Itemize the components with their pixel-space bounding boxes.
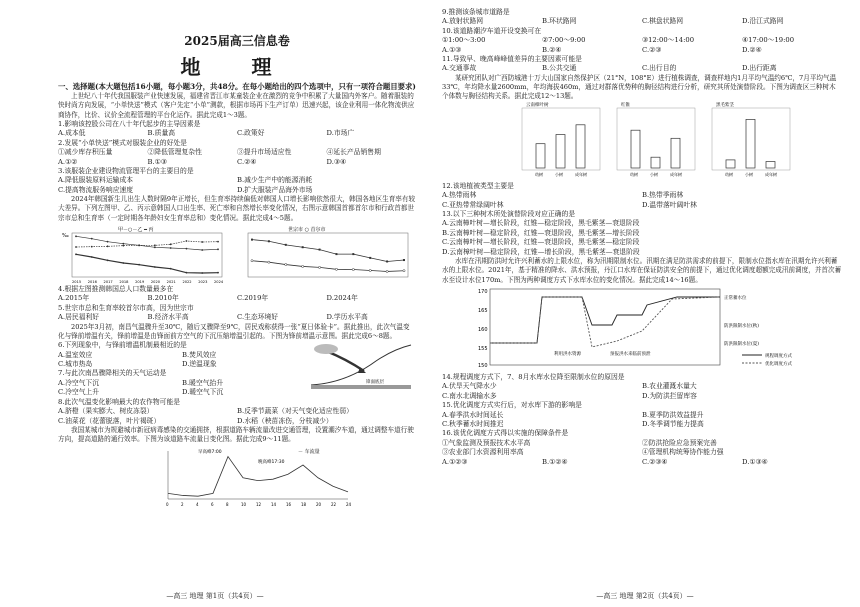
option: C.冷空气上升 (58, 388, 100, 397)
ytick: 170 (478, 288, 488, 295)
statement: ②降低管理复杂性 (147, 148, 202, 157)
data-point (91, 246, 93, 248)
option: A.脐橙（果实膨大、树皮冻裂） (58, 407, 154, 416)
option: D.2024年 (326, 294, 358, 303)
q8-options (58, 407, 416, 426)
option: B.热带季雨林 (642, 191, 684, 200)
option: D.为防洪拦留库容 (642, 391, 697, 400)
bar (726, 160, 735, 168)
data-point (201, 241, 203, 243)
bar (556, 134, 565, 167)
option: C.2019年 (237, 294, 269, 303)
q16-statements (442, 439, 842, 458)
data-point (186, 272, 188, 274)
q10-statements (442, 36, 842, 45)
q3-options (58, 176, 416, 195)
fig2-legend: 世宗市 ○ 首尔市 (288, 227, 326, 234)
option: A.放射状路网 (442, 17, 484, 26)
q12-options (442, 191, 842, 210)
q15-stem: 15.优化调度方式实行后，对水库下游的影响是 (442, 401, 582, 410)
reservoir-chart-svg (442, 285, 842, 373)
intro-6: 水库在汛期防洪时允许兴利蓄水的上限水位，称为汛期限制水位。汛期在满足防洪需求的前提下，限制水位指水库在汛期允许兴利蓄水的上限水位。2021年，基于精准的降水、洪水预报，丹江口水库在保证防洪安全的前提下，通过优化调度超额完成汛前调度，并首次蓄水至设计水位170m。下图为两种调度方式下水库水位的变化情况。据此完成14～16题。 (442, 256, 842, 284)
option: C.棋盘状路网 (642, 17, 684, 26)
data-point (107, 259, 109, 261)
data-point (251, 260, 253, 262)
front-label: 锋面底层 (366, 380, 384, 386)
option: D.学历水平高 (326, 313, 368, 322)
data-point (154, 246, 156, 248)
data-point (186, 240, 188, 242)
bar (536, 143, 545, 167)
statement: ④延长产品销售期 (326, 148, 381, 157)
data-point (352, 253, 354, 255)
xtick-label: 2022 (182, 280, 192, 285)
hour-tick: 22 (331, 501, 337, 507)
q16-options (442, 458, 842, 467)
intro-5: 某研究团队对广西防城港十万大山国家自然保护区（21°N，108°E）进行植株调查，调查样地内1月平均气温约6℃，7月平均气温33℃，年均降水量2600mm，年均海拔460m，通过对群落优势种的胸径结构进行分析，研究其所处演替阶段。下图为调查区三种树木个体数与胸径结构关系。据此完成12～13题。 (442, 73, 837, 101)
data-point (122, 243, 124, 245)
option: A.热带雨林 (442, 191, 477, 200)
data-point (122, 262, 124, 264)
option: A.2015年 (58, 294, 90, 303)
series-line-首尔市 (252, 261, 404, 272)
xtick-label: 2015 (72, 280, 82, 285)
data-point (154, 244, 156, 246)
fig1-legend: 甲－○－乙 ━ 丙 (118, 227, 154, 234)
footer-left: —高三 地理 第1页（共4页）— (166, 592, 264, 600)
option: C.亚热带常绿阔叶林 (442, 200, 504, 209)
ytick: 155 (478, 345, 488, 352)
data-point (91, 238, 93, 240)
bar-label: 小树 (650, 171, 658, 177)
data-point (217, 241, 219, 243)
bar (671, 138, 680, 168)
data-point (319, 249, 321, 251)
panel-title: 黑毛紫茎 (716, 102, 734, 108)
option: D.①③④ (742, 457, 768, 466)
option: C.南水北调输水多 (442, 391, 497, 400)
hour-tick: 18 (301, 501, 307, 507)
data-point (403, 259, 405, 261)
q15-options (442, 411, 842, 430)
bar-label: 幼树 (630, 171, 638, 177)
q6-8-block (58, 341, 416, 397)
data-point (386, 270, 388, 272)
data-point (138, 264, 140, 266)
xtick-label: 2016 (87, 280, 97, 285)
q4-stem: 4.根据左图推测韩国总人口数量最多在 (58, 285, 174, 294)
q13-stem: 13.以下三种树木所处演替阶段对应正确的是 (442, 209, 576, 218)
population-charts-svg (58, 223, 416, 285)
panel-title: 红锥 (621, 102, 630, 108)
option: D.温带落叶阔叶林 (642, 200, 697, 209)
fig1-xaxis (72, 280, 224, 284)
flood-limit-autumn-label: 防洪限制水位(秋) (724, 323, 760, 329)
optimized-dispatch-line (490, 297, 720, 347)
option: B.2010年 (147, 294, 179, 303)
ytick: 150 (478, 362, 488, 369)
q11-stem: 11.导致早、晚高峰峰值差异的主要因素可能是 (442, 55, 582, 64)
fig1-ylabel: ‰ (62, 233, 69, 240)
series-line-世宗市 (252, 240, 404, 262)
data-point (369, 257, 371, 259)
data-point (386, 260, 388, 262)
statement: ④17:00～19:00 (742, 36, 795, 45)
data-point (403, 270, 405, 272)
option: D.逆温现象 (182, 360, 217, 369)
option: D.暖空气下沉 (182, 388, 224, 397)
bar-label: 成年树 (575, 171, 587, 177)
legend-optimized: 优化调度方式 (765, 361, 792, 367)
q5-options (58, 313, 416, 322)
note-pre-release: 预报洪水来临前预泄 (610, 351, 651, 357)
data-point (268, 261, 270, 263)
option: D.③④ (326, 157, 347, 166)
traffic-figure (58, 445, 416, 509)
front-warming-diagram (306, 341, 416, 391)
xtick-label: 2021 (166, 280, 176, 285)
normal-level-label: 正常蓄水位 (724, 295, 747, 301)
option: C.②③④ (642, 457, 668, 466)
xtick-label: 2018 (119, 280, 129, 285)
q16-stem: 16.该优化调度方式得以实施的保障条件是 (442, 429, 569, 438)
option: A.冷空气下沉 (58, 378, 100, 387)
q2-options (58, 158, 416, 167)
option: B.暖空气抬升 (182, 378, 224, 387)
q9-options (442, 17, 842, 26)
q2-stem: 2.发展“小单快送”模式对服装企业的好处是 (58, 138, 187, 147)
option: A.春季洪水时间延长 (442, 410, 504, 419)
reservoir-frame (490, 289, 720, 365)
q8-stem: 8.此次气温变化影响最大的农作物可能是 (58, 397, 181, 406)
q1-options (58, 129, 416, 138)
statement: ①1:00～3:00 (442, 36, 486, 45)
peak-morning-label: 早高峰7:00 (198, 449, 222, 455)
option: D.冬季调节能力提高 (642, 419, 704, 428)
option: B.环状路网 (542, 17, 577, 26)
hour-tick: 14 (271, 501, 277, 507)
option: D.扩大服装产品海外市场 (237, 185, 313, 194)
panel-title: 云南樟叶树 (526, 102, 549, 108)
option: C.云南樟叶树—增长阶段，红锥—衰退阶段，黑毛紫茎—稳定阶段 (442, 238, 640, 247)
q6-8-questions (58, 341, 306, 397)
population-figures (58, 223, 416, 285)
data-point (335, 253, 337, 255)
data-point (107, 245, 109, 247)
statement: ③农业部门水资源利用率高 (442, 448, 524, 457)
peak-evening-label: 晚高峰17:30 (258, 459, 285, 465)
data-point (107, 241, 109, 243)
option: A.①③ (442, 45, 462, 54)
data-point (170, 243, 172, 245)
hour-tick: 10 (241, 501, 247, 507)
hour-tick: 20 (316, 501, 322, 507)
option: D.②④ (742, 45, 762, 54)
statement: ④管理机构统筹协作能力强 (642, 448, 724, 457)
data-point (75, 253, 77, 255)
hour-tick: 12 (256, 501, 262, 507)
reservoir-figure (442, 285, 842, 373)
q5-stem: 5.世宗市总和生育率较首尔市高，因为世宗市 (58, 303, 194, 312)
option: B.农业灌溉水量大 (642, 382, 697, 391)
bar (631, 130, 640, 168)
hour-tick: 8 (226, 501, 229, 507)
tree-charts-svg (442, 102, 842, 182)
option: A.伏旱天气降水少 (442, 382, 497, 391)
bar (766, 161, 775, 167)
fig1-plot (75, 235, 219, 273)
xtick-label: 2023 (198, 280, 208, 285)
page-right (430, 0, 860, 607)
q13-options (442, 219, 842, 257)
data-point (154, 266, 156, 268)
option: A.交通事故 (442, 64, 477, 73)
option: A.成本低 (58, 129, 86, 138)
data-point (302, 246, 304, 248)
q3-stem: 3.该服装企业建设物流管理平台的主要目的是 (58, 166, 194, 175)
section-heading: 一、选择题(本大题包括16小题，每小题3分，共48分。在每小题给出的四个选项中，只有一项符合题目要求) (58, 82, 416, 91)
option: C.出行目的 (642, 64, 677, 73)
data-point (302, 265, 304, 267)
data-point (75, 246, 77, 248)
fig2-frame (248, 233, 408, 277)
bar-label: 成年树 (765, 171, 777, 177)
option: C.②④ (237, 157, 257, 166)
hour-tick: 6 (211, 501, 214, 507)
option: A.降低服装原料运输成本 (58, 176, 134, 185)
xtick-label: 2020 (150, 280, 161, 285)
xtick-label: 2024 (214, 280, 224, 285)
data-point (369, 269, 371, 271)
footer-right: —高三 地理 第2页（共4页）— (596, 592, 694, 600)
data-point (201, 249, 203, 251)
series-line-丙 (76, 254, 218, 273)
hour-tick: 2 (181, 501, 184, 507)
data-point (138, 244, 140, 246)
regular-dispatch-line (490, 297, 720, 343)
traffic-legend: － 车流量 (298, 448, 320, 455)
option: D.水稻（秧苗冻伤，分枝减少） (237, 416, 333, 425)
ytick: 160 (478, 326, 488, 333)
ground (311, 385, 411, 389)
data-point (122, 245, 124, 247)
flood-limit-summer-label: 防洪限制水位(夏) (724, 341, 760, 347)
fig1-frame (72, 233, 222, 277)
statement: ③12:00～14:00 (642, 36, 695, 45)
statement: ②防洪抢险应急预案完善 (642, 438, 717, 447)
data-point (75, 235, 77, 237)
q10-options (442, 46, 842, 55)
bar (576, 125, 585, 168)
option: C.秋季蓄水时间推迟 (442, 419, 504, 428)
data-point (170, 268, 172, 270)
option: B.①②④ (542, 457, 568, 466)
q14-options (442, 382, 842, 401)
q9-stem: 9.推测该条城市道路是 (442, 8, 510, 16)
statement: ①减少库存积压量 (58, 148, 113, 157)
bar (746, 119, 755, 168)
q14-stem: 14.规程调度方式下，7、8月水库水位降至限制水位的原因是 (442, 372, 625, 381)
hour-tick: 4 (196, 501, 199, 507)
bar-label: 幼树 (725, 171, 733, 177)
note-flood-resource: 利用洪水资源 (554, 351, 581, 357)
statement: ①气象监测及预报技术水平高 (442, 438, 531, 447)
data-point (91, 256, 93, 258)
cloud-icon (314, 344, 338, 354)
option: C.②③ (642, 45, 662, 54)
q11-options (442, 64, 842, 73)
option: A.①② (58, 157, 78, 166)
intro-4: 我国某城市为规避城市新冠病毒感染的交通拥挤，根据道路车辆流量改进交通管理，设置潮汐车道，通过调整车道行驶方向，提高道路的通行效率。下图为该道路车流量日变化图。据此完成9～11题。 (58, 425, 414, 444)
option: B.经济水平高 (147, 313, 189, 322)
option: D.市场广 (326, 129, 355, 138)
hour-tick: 0 (166, 501, 169, 507)
data-point (217, 272, 219, 274)
data-point (201, 272, 203, 274)
bar-label: 成年树 (670, 171, 682, 177)
q1-stem: 1.影响该控股公司在八十年代起步的主导因素是 (58, 119, 201, 128)
q7-stem: 7.与此次南昌骤降相关的天气运动是 (58, 369, 167, 378)
statement: ③提升市场适应性 (237, 148, 292, 157)
bar-label: 幼树 (535, 171, 543, 177)
q10-stem: 10.该道路潮汐车道开设变换可在 (442, 26, 542, 35)
option: C.油菜花（花蕾脱落，叶片褐斑） (58, 416, 161, 425)
data-point (285, 263, 287, 265)
q6-options (58, 351, 306, 370)
option: A.居民福利好 (58, 313, 100, 322)
intro-3: 2025年3月初，南昌气温骤升至30℃，随后又骤降至9℃，居民戏称获得一张“夏日体验卡”。据此推出，此次气温变化与锋前增温有关，锋前增温是由锋面前方空气的下沉压缩增温引起的。下图为锋前增温示意图。据此完成6～8题。 (58, 322, 410, 340)
data-point (268, 240, 270, 242)
option: C.提高物流服务响应速度 (58, 185, 134, 194)
fig2-plot (251, 239, 405, 273)
series-line-甲 (76, 236, 218, 250)
option: B.②④ (542, 45, 562, 54)
option: B.反季节蔬菜（对天气变化适应性弱） (237, 407, 353, 416)
intro-1: 上世纪八十年代我国服装产业快速发展，福建省晋江市某童装企业在激烈的竞争中积累了大量国内外客户。随着服装的快时尚方向发展，“小单快送”模式（客户先定“小单”测款，根据市场再下生产订单）迅速兴起，该企业利用一体化物流供应商协作，比价、议价全流程管理的平台化运作。据此完成1～3题。 (58, 92, 415, 119)
data-point (335, 268, 337, 270)
bar-label: 小树 (745, 171, 753, 177)
ytick: 165 (478, 307, 488, 314)
intro-2: 2024年韩国新生儿出生人数时隔9年正增长，但生育率持续偏低对韩国人口增长影响依然很大，韩国各地区生育率有较大差异。下列左图甲、乙、丙示意韩国人口出生率、死亡率和自然增长率变化情况，右图示意韩国首都首尔市和行政首都世宗市总和生育率（一定时期各年龄妇女生育率总和）变化情况。据此完成4～5题。 (58, 195, 416, 222)
option: B.公共交通 (542, 64, 577, 73)
traffic-chart-svg (58, 445, 416, 509)
tree-figures (442, 102, 842, 182)
option: D.云南樟叶树—稳定阶段，红锥—增长阶段，黑毛紫茎—衰退阶段 (442, 247, 640, 256)
data-point (318, 266, 320, 268)
option: C.政策好 (237, 129, 265, 138)
option: D.沿江式路网 (742, 17, 784, 26)
option: A.①②③ (442, 457, 468, 466)
bar-label: 小树 (555, 171, 563, 177)
q12-stem: 12.该地植被类型主要是 (442, 181, 514, 190)
sinking-air-arrow (326, 351, 364, 371)
option: B.焚风效应 (182, 350, 217, 359)
statement: ②7:00～9:00 (542, 36, 586, 45)
data-point (251, 239, 253, 241)
q7-options (58, 379, 306, 398)
q2-statements (58, 148, 416, 157)
exam-title: 2025届高三信息卷 (184, 34, 290, 48)
option: B.减少生产中的能源消耗 (237, 176, 313, 185)
option: B.质量高 (147, 129, 176, 138)
q4-options (58, 294, 416, 303)
option: C.城市热岛 (58, 360, 93, 369)
data-point (352, 268, 354, 270)
option: B.云南樟叶树—稳定阶段，红锥—衰退阶段，黑毛紫茎—增长阶段 (442, 228, 640, 237)
xtick-label: 2017 (103, 280, 113, 285)
option: C.生态环境好 (237, 313, 279, 322)
hour-tick: 24 (346, 501, 352, 507)
legend-regular: 规程调度方式 (765, 353, 792, 359)
data-point (217, 248, 219, 250)
option: A.温室效应 (58, 350, 93, 359)
bar (651, 157, 660, 168)
option: B.夏季防洪效益提升 (642, 410, 704, 419)
option: A.云南樟叶树—增长阶段，红锥—稳定阶段，黑毛紫茎—衰退阶段 (442, 219, 640, 228)
hour-tick: 16 (286, 501, 292, 507)
data-point (285, 244, 287, 246)
subject-title: 地 理 (180, 55, 294, 79)
xtick-label: 2019 (135, 280, 145, 285)
data-point (186, 248, 188, 250)
option: B.①③ (147, 157, 167, 166)
option: D.出行距离 (742, 64, 777, 73)
q6-stem: 6.下列现象中，与锋前增温机制最相近的是 (58, 341, 187, 350)
data-point (170, 247, 172, 249)
